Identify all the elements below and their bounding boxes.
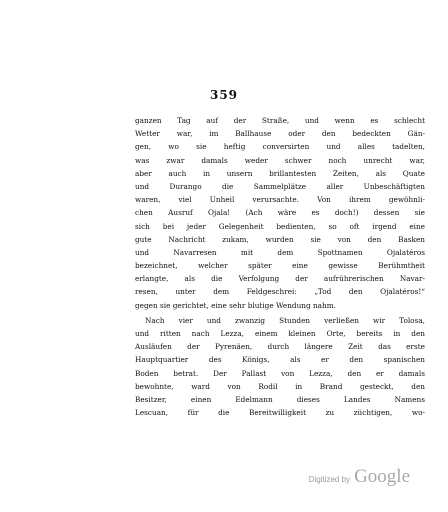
text-line: Ausläufen der Pyrenäen, durch längere Zeit das erste: [135, 342, 425, 352]
text-line: und Durango die Sammelplätze aller Unbeschäftigten: [135, 181, 425, 191]
text-line: Hauptquartier des Königs, als er den spanischen: [135, 355, 425, 365]
text-line: und Navarresen mit dem Spottnamen Ojalatéros: [135, 247, 425, 257]
text-line: Wetter war, im Ballhause oder den bedeckten Gän-: [135, 129, 425, 139]
text-line: gen, wo sie heftig conversirten und alles tadelten,: [135, 142, 425, 152]
text-line: gute Nachricht zukam, wurden sie von den Basken: [135, 234, 425, 244]
text-line: Lescuan, für die Bereitwilligkeit zu züchtigen, wo-: [135, 408, 425, 418]
watermark-prefix: Digitized by: [308, 475, 351, 484]
text-line: Besitzer, einen Edelmann dieses Landes Namens: [135, 394, 425, 404]
text-line: bewohnte, ward von Rodil in Brand gesteckt, den: [135, 381, 425, 391]
text-line: ganzen Tag auf der Straße, und wenn es schlecht: [135, 116, 425, 125]
text-line: gegen sie gerichtet, eine sehr blutige Wendung nahm.: [135, 300, 336, 310]
text-line: erlangte, als die Verfolgung der aufrührerischen Navar-: [135, 274, 425, 284]
text-line: sich bei jeder Gelegenheit bedienten, so oft irgend eine: [135, 221, 425, 231]
text-line: was zwar damals weder schwer noch unrecht war,: [135, 155, 425, 165]
text-line: und ritten nach Lezza, einem kleinen Orte, bereits in den: [135, 329, 425, 338]
text-line: chen Ausruf Ojala! (Ach wäre es doch!) dessen sie: [135, 208, 425, 218]
text-line: waren, viel Unheil verursachte. Von ihrem gewöhnli-: [135, 195, 425, 205]
page-number: 359: [209, 88, 239, 102]
google-watermark: [309, 466, 410, 488]
text-line: Nach vier und zwanzig Stunden verließen wir Tolosa,: [145, 315, 425, 325]
text-line: aber auch in unsern brillantesten Zeiten, als Quate: [135, 168, 425, 178]
google-logo: Google: [354, 466, 410, 487]
text-line: resen, unter dem Feldgeschrei: „Tod den Ojalatéros!“: [135, 287, 425, 297]
text-line: bezeichnet, welcher später eine gewisse Berühmtheit: [135, 261, 425, 271]
body-text: [135, 114, 425, 419]
text-line: Boden betrat. Der Pallast von Lezza, den er damals: [135, 368, 425, 378]
